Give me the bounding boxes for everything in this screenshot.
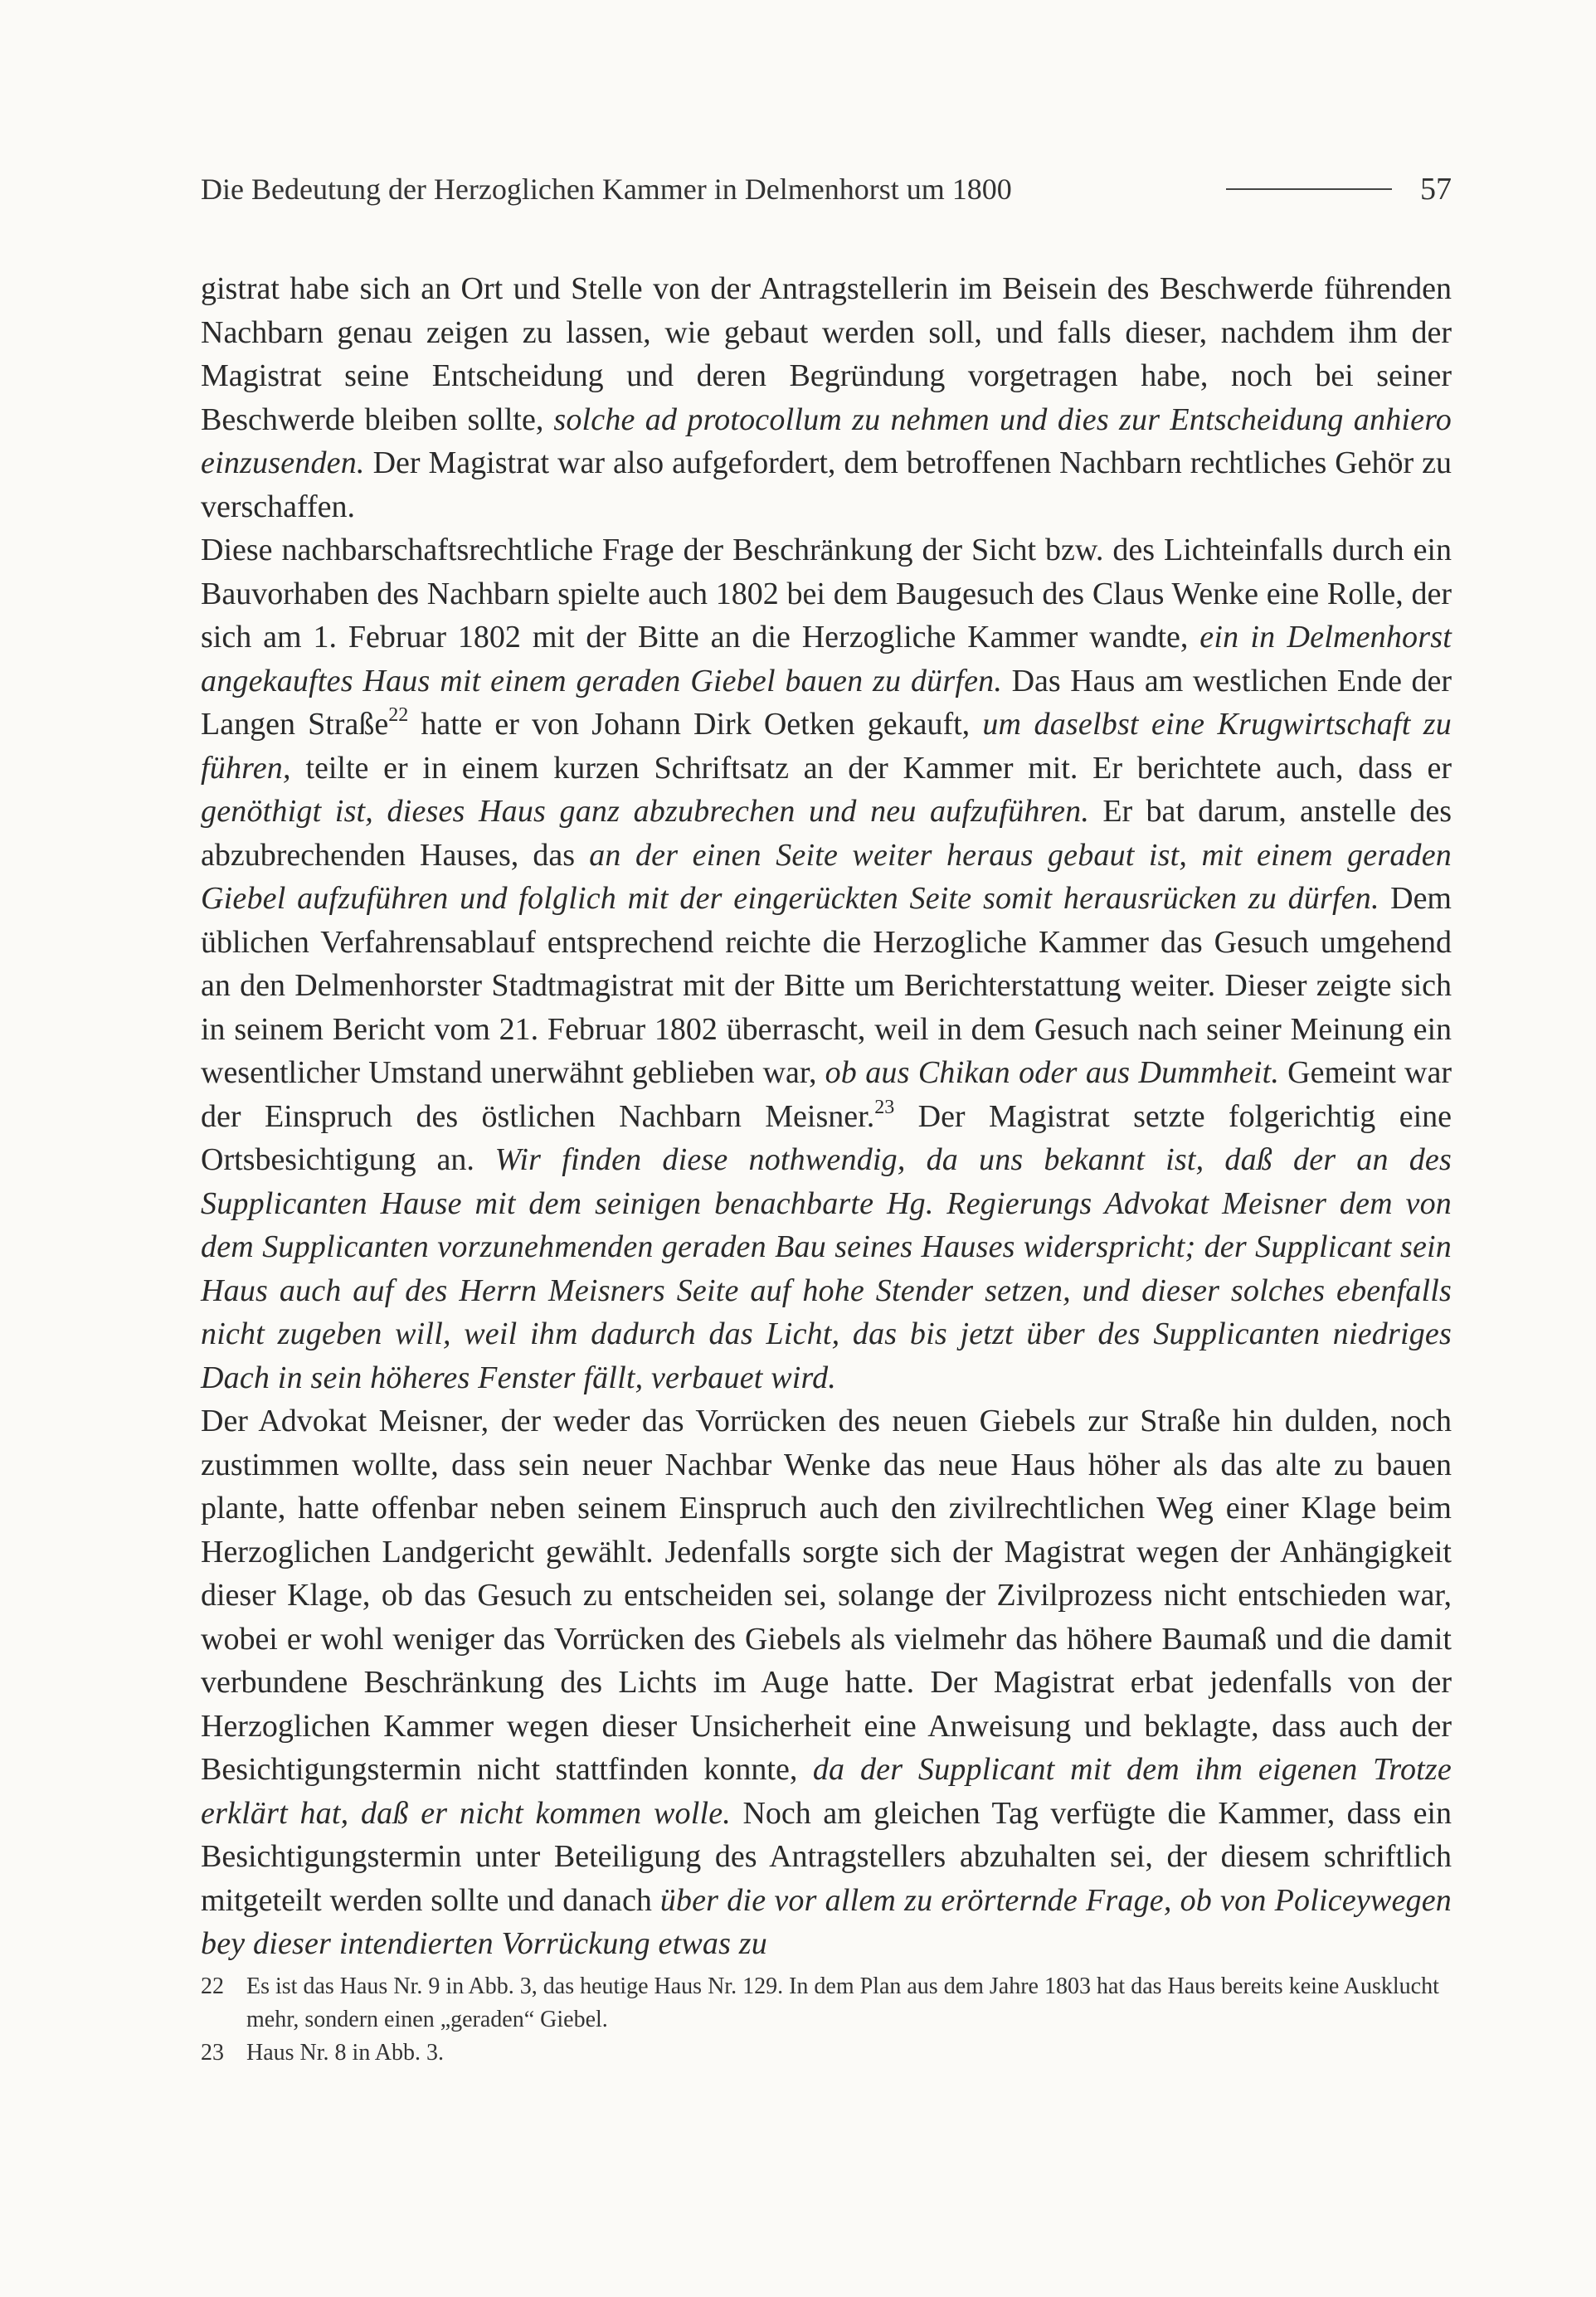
p1-text-2: Der Magistrat war also aufgefordert, dem betroffenen Nachbarn rechtliches Gehör zu verschaffen. (201, 445, 1452, 524)
p2-text-7: Gemeint war der Einspruch des östlichen Nachbarn Meisner. (201, 1055, 1452, 1134)
footnotes (201, 1970, 1452, 2070)
p2-text-8: Der Magistrat setzte folgerichtig eine Ortsbesichtigung an. (201, 1098, 1452, 1177)
footnote-number: 22 (201, 1973, 224, 1999)
p2-text-2: Das Haus am westlichen Ende der Langen Straße (201, 663, 1452, 742)
footnote-ref-22[interactable]: 22 (388, 704, 409, 726)
p3-quote-1: da der Supplicant mit dem ihm eigenen Trotze erklärt hat, daß er nicht kommen wolle. (201, 1752, 1452, 1831)
main-text (201, 267, 1452, 1966)
p1-text-1: gistrat habe sich an Ort und Stelle von der Antragstellerin im Beisein des Beschwerde führenden Nachbarn genau zeigen zu lassen, wie gebaut werden soll, und falls dieser, nachdem ihm der Magistrat seine Entscheidung und deren Begründung vorgetragen habe, noch bei seiner Beschwerde bleiben sollte, (201, 271, 1452, 437)
footnote-text: Es ist das Haus Nr. 9 in Abb. 3, das heutige Haus Nr. 129. In dem Plan aus dem Jahre 1803 hat das Haus bereits keine Ausklucht mehr, sondern einen „geraden“ Giebel. (246, 1973, 1439, 2032)
footnote-23 (201, 2037, 1452, 2070)
p2-quote-1: ein in Delmenhorst angekauftes Haus mit einem geraden Giebel bauen zu dürfen. (201, 620, 1452, 698)
p2-text-4: teilte er in einem kurzen Schriftsatz an der Kammer mit. Er berichtete auch, dass er (290, 750, 1452, 786)
p2-quote-6: Wir finden diese nothwendig, da uns bekannt ist, daß der an des Supplicanten Hause mit dem seinigen benachbarte Hg. Regierungs Advokat Meisner dem von dem Supplicanten vorzunehmenden geraden Bau seines Hauses widerspricht; der Supplicant sein Haus auch auf des Herrn Meisners Seite auf hohe Stender setzen, und dieser solches ebenfalls nicht zugeben will, weil ihm dadurch das Licht, das bis jetzt über des Supplicanten niedriges Dach in sein höheres Fenster fällt, verbauet wird. (201, 1142, 1452, 1395)
p2-quote-2: um daselbst eine Krugwirtschaft zu führen, (201, 707, 1452, 786)
p3-quote-2: über die vor allem zu erörternde Frage, ob von Policeywegen bey dieser intendierten Vorrückung etwas zu (201, 1882, 1452, 1961)
p2-text-1: Diese nachbarschaftsrechtliche Frage der Beschränkung der Sicht bzw. des Lichteinfalls durch ein Bauvorhaben des Nachbarn spielte auch 1802 bei dem Baugesuch des Claus Wenke eine Rolle, der sich am 1. Februar 1802 mit der Bitte an die Herzogliche Kammer wandte, (201, 533, 1452, 655)
running-header (201, 164, 1452, 214)
page-number: 57 (1420, 172, 1452, 207)
p3-text-1: Der Advokat Meisner, der weder das Vorrücken des neuen Giebels zur Straße hin dulden, noch zustimmen wollte, dass sein neuer Nachbar Wenke das neue Haus höher als das alte zu bauen plante, hatte offenbar neben seinem Einspruch auch den zivilrechtlichen Weg einer Klage beim Herzoglichen Landgericht gewählt. Jedenfalls sorgte sich der Magistrat wegen der Anhängigkeit dieser Klage, ob das Gesuch zu entscheiden sei, solange der Zivilprozess nicht entschieden war, wobei er wohl weniger das Vorrücken des Giebels als vielmehr das höhere Baumaß und die damit verbundene Beschränkung des Lichts im Auge hatte. Der Magistrat erbat jedenfalls von der Herzoglichen Kammer wegen dieser Unsicherheit eine Anweisung und beklagte, dass auch der Besichtigungstermin nicht stattfinden konnte, (201, 1404, 1452, 1787)
paragraph-1 (201, 267, 1452, 528)
footnote-number: 23 (201, 2040, 224, 2066)
p3-text-2: Noch am gleichen Tag verfügte die Kammer, dass ein Besichtigungstermin unter Beteiligung des Antragstellers abzuhalten sei, der diesem schriftlich mitgeteilt werden sollte und danach (201, 1795, 1452, 1918)
footnote-22 (201, 1970, 1452, 2037)
p2-text-5: Er bat darum, anstelle des abzubrechenden Hauses, das (201, 794, 1452, 873)
p2-quote-3: genöthigt ist, dieses Haus ganz abzubrechen und neu aufzuführen. (201, 794, 1090, 829)
p2-text-6: Dem üblichen Verfahrensablauf entsprechend reichte die Herzogliche Kammer das Gesuch umgehend an den Delmenhorster Stadtmagistrat mit der Bitte um Berichterstattung weiter. Dieser zeigte sich in seinem Bericht vom 21. Februar 1802 überrascht, weil in dem Gesuch nach seiner Meinung ein wesentlicher Umstand unerwähnt geblieben war, (201, 881, 1452, 1090)
footnote-text: Haus Nr. 8 in Abb. 3. (246, 2040, 444, 2066)
p1-quote-1: solche ad protocollum zu nehmen und dies zur Entscheidung anhiero einzusenden. (201, 401, 1452, 480)
paragraph-3 (201, 1399, 1452, 1966)
footnote-ref-23[interactable]: 23 (874, 1096, 895, 1118)
p2-quote-5: ob aus Chikan oder aus Dummheit. (825, 1055, 1280, 1090)
paragraph-2 (201, 528, 1452, 1399)
header-rule (1226, 188, 1392, 190)
p2-text-3: hatte er von Johann Dirk Oetken gekauft, (408, 707, 983, 742)
p2-quote-4: an der einen Seite weiter heraus gebaut ist, mit einem geraden Giebel aufzuführen und folglich mit der eingerückten Seite somit herausrücken zu dürfen. (201, 837, 1452, 916)
running-title: Die Bedeutung der Herzoglichen Kammer in Delmenhorst um 1800 (201, 173, 1012, 206)
